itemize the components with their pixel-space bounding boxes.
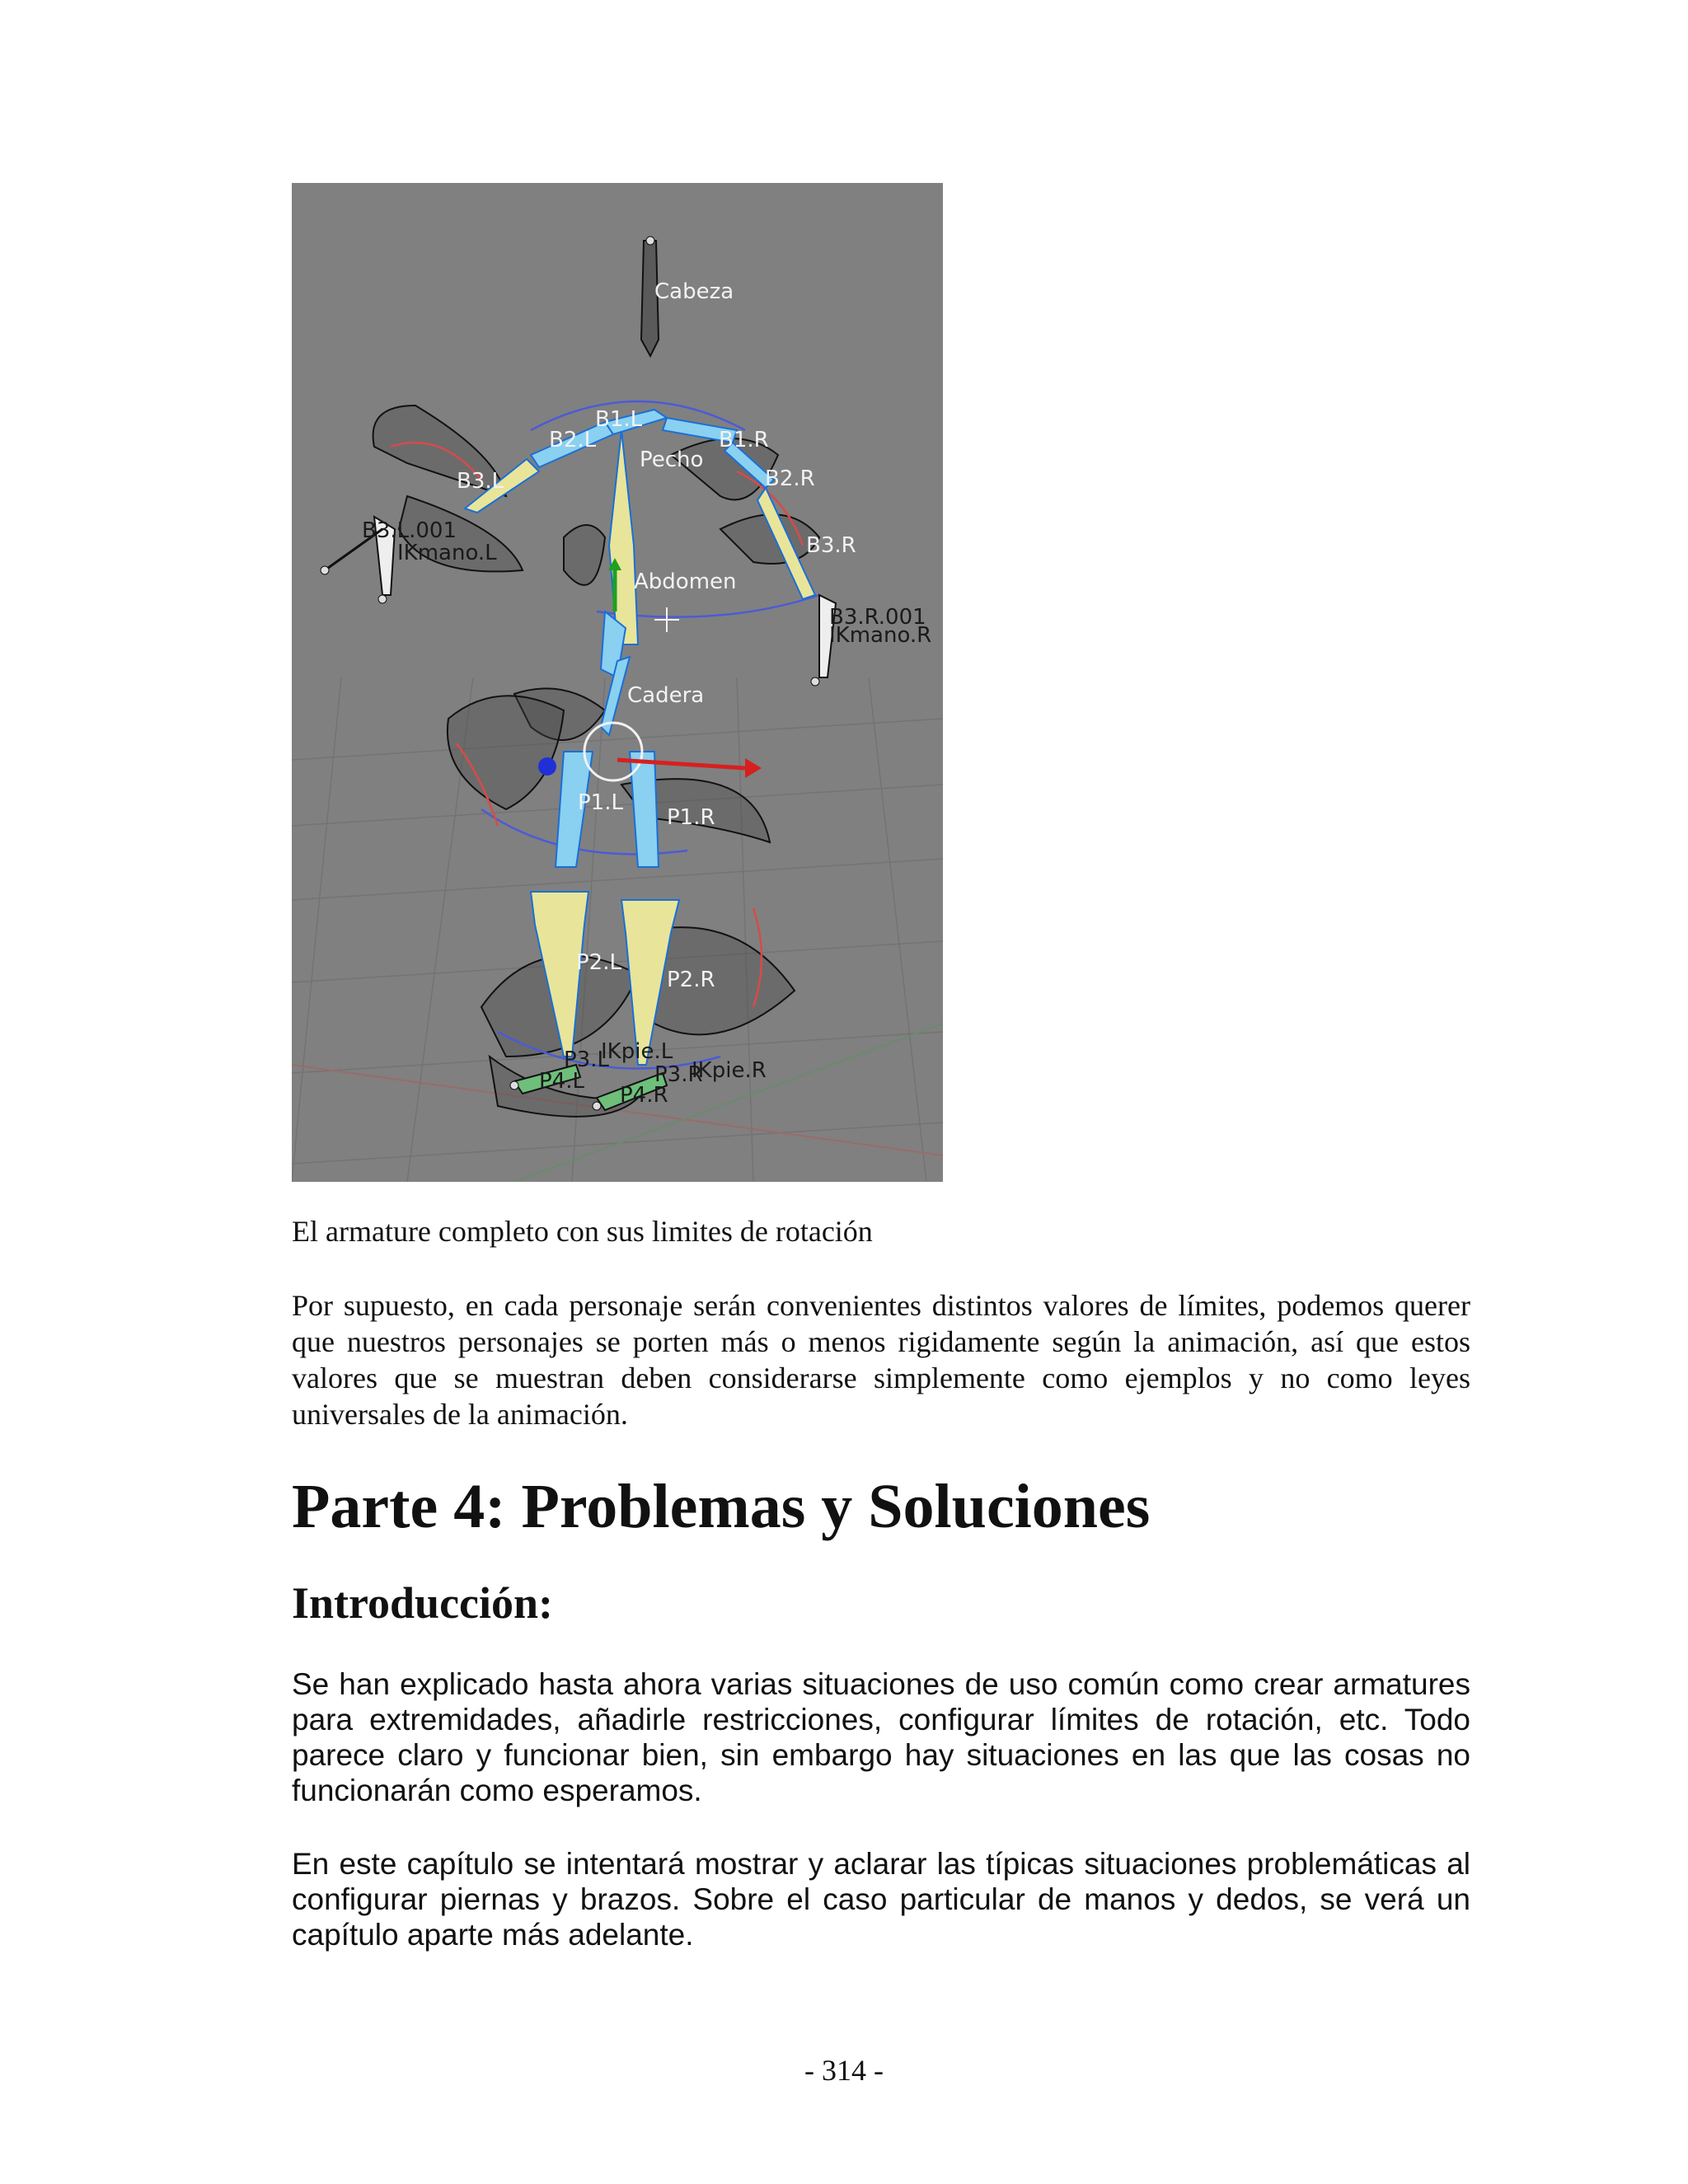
label-ikmano-r: IKmano.R [829,623,932,648]
body-paragraph-intro: Se han explicado hasta ahora varias situaciones de uso común como crear armatures para extremidades, añadirle restricciones, configurar límites de rotación, etc. Todo parece claro y funcionar bien, sin embargo hay situaciones en las que las cosas no funcionarán como esperamos. [292,1667,1470,1807]
label-b3r: B3.R [806,533,856,558]
label-b2r: B2.R [765,466,815,491]
rotation-limits [373,405,819,1117]
label-p2r: P2.R [667,968,715,992]
label-ikmano-l: IKmano.L [397,541,497,565]
label-cadera: Cadera [627,683,705,708]
chapter-heading: Parte 4: Problemas y Soluciones [292,1472,1151,1541]
label-p2l: P2.L [576,950,621,975]
label-b3l001: B3.L.001 [362,518,457,543]
armature-figure [292,183,943,1182]
label-p4r: P4.R [620,1083,668,1108]
label-p1r: P1.R [667,805,715,830]
bone-p1r [630,752,659,867]
label-pecho: Pecho [640,448,704,472]
label-cabeza: Cabeza [654,279,734,304]
label-abdomen: Abdomen [634,569,737,594]
label-p4l: P4.L [539,1069,584,1094]
body-paragraph-chapter: En este capítulo se intentará mostrar y aclarar las típicas situaciones problemáticas al configurar piernas y brazos. Sobre el caso particular de manos y dedos, se verá un capítulo aparte más adelante. [292,1847,1470,1952]
label-b2l: B2.L [549,428,597,452]
bone-pecho [609,430,638,644]
page-number: - 314 - [804,2054,884,2087]
label-p1l: P1.L [578,790,623,815]
body-paragraph-limits: Por supuesto, en cada personaje serán convenientes distintos valores de límites, podemos querer que nuestros personajes se porten más o menos rigidamente según la animación, así que estos valores que se muestran deben considerarse simplemente como ejemplos y no como leyes universales de la animación. [292,1289,1470,1431]
section-heading: Introducción: [292,1578,554,1628]
label-p3r: P3.R [654,1062,703,1087]
label-b3r001: B3.R.001 [829,605,926,630]
label-b1l: B1.L [595,407,643,432]
label-b3l: B3.L [457,469,504,494]
label-b1r: B1.R [719,428,769,452]
armature-render [292,183,943,1182]
label-ikpie-r: IKpie.R [692,1058,767,1083]
label-ikpie-l: IKpie.L [601,1039,673,1064]
figure-caption: El armature completo con sus limites de rotación [292,1215,873,1248]
label-p3l: P3.L [564,1047,609,1072]
